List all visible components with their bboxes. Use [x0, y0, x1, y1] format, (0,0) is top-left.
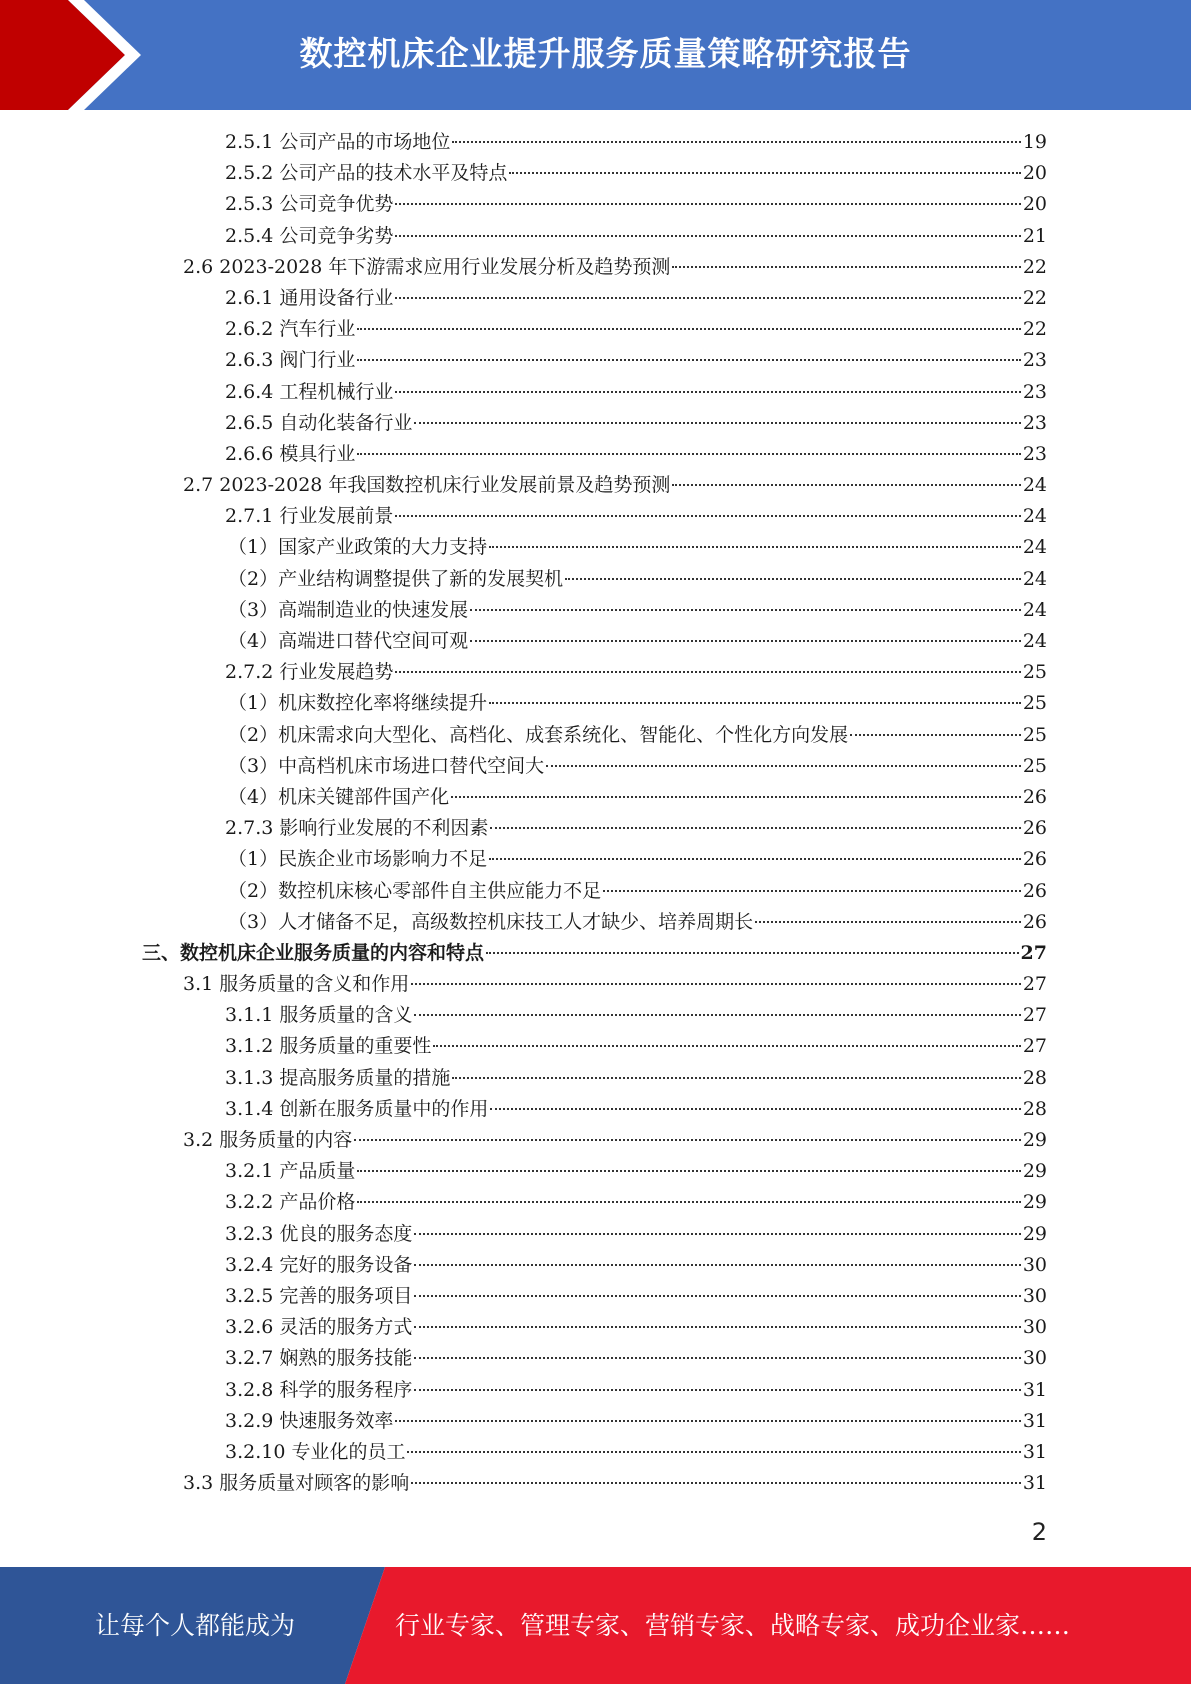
toc-dot-leader	[565, 577, 1021, 580]
toc-dot-leader	[414, 1325, 1020, 1328]
toc-entry-title: 3.2.6 灵活的服务方式	[225, 1316, 413, 1339]
toc-entry[interactable]	[0, 501, 1191, 532]
toc-entry[interactable]	[0, 470, 1191, 501]
toc-entry-title: 2.6.3 阀门行业	[225, 349, 356, 372]
toc-entry[interactable]	[0, 564, 1191, 595]
toc-entry-title: （3）人才储备不足，高级数控机床技工人才缺少、培养周期长	[228, 910, 754, 933]
toc-dot-leader	[603, 889, 1021, 892]
toc-dot-leader	[354, 1138, 1021, 1141]
toc-dot-leader	[509, 171, 1020, 174]
toc-entry-title: 3.2.9 快速服务效率	[225, 1409, 394, 1432]
toc-entry-page: 22	[1022, 318, 1047, 341]
toc-entry-title: 2.5.3 公司竞争优势	[225, 193, 394, 216]
toc-dot-leader	[489, 545, 1021, 548]
toc-dot-leader	[672, 265, 1020, 268]
toc-entry-title: 3.2 服务质量的内容	[183, 1129, 353, 1151]
toc-dot-leader	[357, 452, 1020, 455]
toc-entry-title: 2.7 2023-2028 年我国数控机床行业发展前景及趋势预测	[183, 474, 671, 497]
toc-entry-page: 24	[1022, 567, 1047, 590]
toc-entry-page: 27	[1022, 1004, 1047, 1027]
toc-entry-page: 24	[1022, 598, 1047, 621]
page-footer	[0, 1567, 1191, 1684]
toc-dot-leader	[414, 1388, 1020, 1391]
toc-entry[interactable]	[0, 1281, 1191, 1312]
toc-entry-title: 2.7.3 影响行业发展的不利因素	[225, 817, 489, 840]
toc-entry-page: 31	[1022, 1440, 1047, 1463]
report-title: 数控机床企业提升服务质量策略研究报告	[299, 34, 912, 73]
toc-entry-title: 3.2.2 产品价格	[225, 1191, 356, 1214]
toc-entry-title: 2.6.1 通用设备行业	[225, 286, 394, 309]
toc-entry-title: 3.2.3 优良的服务态度	[225, 1222, 413, 1245]
toc-dot-leader	[395, 390, 1020, 393]
toc-dot-leader	[357, 1169, 1020, 1172]
toc-entry-page: 27	[1022, 973, 1047, 996]
toc-entry-page: 27	[1020, 941, 1047, 964]
table-of-contents	[0, 127, 1191, 1499]
toc-entry-page: 27	[1022, 1035, 1047, 1058]
toc-entry-title: 2.6.5 自动化装备行业	[225, 411, 413, 434]
toc-entry[interactable]	[0, 221, 1191, 252]
toc-entry-page: 31	[1022, 1409, 1047, 1432]
toc-entry[interactable]	[0, 1312, 1191, 1343]
toc-entry[interactable]	[0, 782, 1191, 813]
toc-entry[interactable]	[0, 439, 1191, 470]
toc-entry-title: 2.6.4 工程机械行业	[225, 380, 394, 403]
toc-entry[interactable]	[0, 720, 1191, 751]
toc-entry-title: 3.1.3 提高服务质量的措施	[225, 1066, 451, 1089]
toc-entry-title: 3.1.1 服务质量的含义	[225, 1004, 413, 1027]
toc-entry-title: （2）数控机床核心零部件自主供应能力不足	[228, 879, 602, 902]
toc-dot-leader	[546, 764, 1021, 767]
toc-entry-title: （4）高端进口替代空间可观	[228, 630, 469, 652]
toc-entry[interactable]	[0, 688, 1191, 719]
toc-entry-page: 26	[1022, 910, 1047, 933]
toc-dot-leader	[451, 795, 1021, 798]
toc-entry-page: 25	[1022, 754, 1047, 777]
toc-entry-page: 26	[1022, 879, 1047, 902]
toc-entry[interactable]	[0, 1437, 1191, 1468]
toc-entry[interactable]	[0, 1125, 1191, 1156]
toc-dot-leader	[452, 140, 1020, 143]
toc-entry[interactable]	[0, 595, 1191, 626]
toc-entry-page: 26	[1022, 785, 1047, 808]
toc-entry-page: 28	[1022, 1097, 1047, 1120]
toc-dot-leader	[414, 1232, 1020, 1235]
toc-entry-page: 23	[1022, 411, 1047, 434]
toc-entry-title: 2.5.4 公司竞争劣势	[225, 224, 394, 247]
toc-dot-leader	[672, 483, 1020, 486]
toc-dot-leader	[470, 608, 1021, 611]
toc-entry[interactable]	[0, 1156, 1191, 1187]
footer-slogan-right: 行业专家、管理专家、营销专家、战略专家、成功企业家……	[395, 1611, 1071, 1640]
toc-entry[interactable]	[0, 1094, 1191, 1125]
toc-entry-page: 22	[1022, 255, 1047, 278]
toc-entry[interactable]	[0, 189, 1191, 220]
page-header	[0, 0, 1191, 110]
toc-dot-leader	[414, 1013, 1020, 1016]
toc-entry-title: （1）民族企业市场影响力不足	[228, 848, 488, 871]
toc-entry-title: 2.6.6 模具行业	[225, 442, 356, 465]
toc-entry[interactable]	[0, 127, 1191, 158]
toc-dot-leader	[414, 1263, 1020, 1266]
toc-entry[interactable]	[0, 408, 1191, 439]
toc-entry[interactable]	[0, 938, 1191, 969]
toc-dot-leader	[490, 1107, 1020, 1110]
toc-entry-title: （1）国家产业政策的大力支持	[228, 536, 488, 559]
toc-entry[interactable]	[0, 1031, 1191, 1062]
toc-entry[interactable]	[0, 1406, 1191, 1437]
toc-entry-title: （4）机床关键部件国产化	[228, 785, 450, 808]
toc-entry-page: 25	[1022, 661, 1047, 684]
toc-dot-leader	[850, 733, 1021, 736]
toc-entry-title: （2）产业结构调整提供了新的发展契机	[228, 567, 564, 590]
toc-entry-title: （3）中高档机床市场进口替代空间大	[228, 754, 545, 777]
toc-entry[interactable]	[0, 1375, 1191, 1406]
toc-entry-title: 3.1.2 服务质量的重要性	[225, 1035, 432, 1058]
toc-entry-title: 3.2.8 科学的服务程序	[225, 1378, 413, 1401]
toc-entry-page: 25	[1022, 692, 1047, 715]
toc-entry-page: 31	[1022, 1378, 1047, 1401]
toc-dot-leader	[489, 701, 1021, 704]
toc-entry-page: 24	[1022, 630, 1047, 652]
toc-entry-title: 3.1 服务质量的含义和作用	[183, 973, 410, 996]
toc-entry-title: 3.3 服务质量对顾客的影响	[183, 1472, 410, 1495]
toc-entry[interactable]	[0, 907, 1191, 938]
toc-entry-page: 23	[1022, 442, 1047, 465]
toc-entry-page: 20	[1022, 162, 1047, 185]
toc-entry-page: 28	[1022, 1066, 1047, 1089]
toc-entry-page: 25	[1022, 723, 1047, 746]
toc-entry-title: （2）机床需求向大型化、高档化、成套系统化、智能化、个性化方向发展	[228, 723, 849, 746]
toc-entry-title: 2.6 2023-2028 年下游需求应用行业发展分析及趋势预测	[183, 255, 671, 278]
toc-entry[interactable]	[0, 345, 1191, 376]
toc-entry[interactable]	[0, 844, 1191, 875]
toc-entry-page: 29	[1022, 1222, 1047, 1245]
toc-dot-leader	[395, 1419, 1020, 1422]
toc-dot-leader	[490, 826, 1020, 829]
toc-dot-leader	[395, 234, 1020, 237]
toc-entry-title: 3.2.5 完善的服务项目	[225, 1284, 413, 1307]
toc-entry[interactable]	[0, 314, 1191, 345]
toc-entry-title: 2.7.2 行业发展趋势	[225, 661, 394, 684]
toc-entry-title: 3.2.4 完好的服务设备	[225, 1253, 413, 1276]
toc-entry-title: （3）高端制造业的快速发展	[228, 598, 469, 621]
toc-dot-leader	[486, 951, 1019, 954]
toc-entry-page: 30	[1022, 1253, 1047, 1276]
toc-entry-title: 3.1.4 创新在服务质量中的作用	[225, 1097, 489, 1120]
toc-entry[interactable]	[0, 377, 1191, 408]
toc-dot-leader	[395, 514, 1020, 517]
toc-entry-title: 2.5.1 公司产品的市场地位	[225, 131, 451, 153]
toc-dot-leader	[414, 1294, 1020, 1297]
toc-entry[interactable]	[0, 1000, 1191, 1031]
toc-dot-leader	[414, 421, 1020, 424]
toc-dot-leader	[407, 1450, 1020, 1453]
toc-dot-leader	[395, 296, 1020, 299]
toc-entry-page: 26	[1022, 848, 1047, 871]
toc-entry[interactable]	[0, 969, 1191, 1000]
toc-entry[interactable]	[0, 158, 1191, 189]
page-number: 2	[1031, 1518, 1047, 1546]
toc-dot-leader	[452, 1076, 1020, 1079]
toc-entry[interactable]	[0, 283, 1191, 314]
toc-entry-title: （1）机床数控化率将继续提升	[228, 692, 488, 715]
toc-entry[interactable]	[0, 1219, 1191, 1250]
toc-dot-leader	[433, 1044, 1020, 1047]
toc-entry-title: 三、数控机床企业服务质量的内容和特点	[142, 941, 485, 964]
toc-entry-page: 30	[1022, 1284, 1047, 1307]
toc-dot-leader	[755, 920, 1021, 923]
toc-entry[interactable]	[0, 657, 1191, 688]
footer-slogan-left: 让每个人都能成为	[94, 1611, 295, 1640]
toc-entry[interactable]	[0, 1343, 1191, 1374]
toc-entry-page: 19	[1022, 131, 1047, 153]
toc-dot-leader	[357, 358, 1020, 361]
toc-entry-page: 31	[1022, 1472, 1047, 1495]
toc-dot-leader	[357, 327, 1020, 330]
toc-entry-page: 24	[1022, 505, 1047, 528]
toc-entry[interactable]	[0, 813, 1191, 844]
toc-entry-title: 2.5.2 公司产品的技术水平及特点	[225, 162, 508, 185]
toc-entry-page: 23	[1022, 349, 1047, 372]
toc-dot-leader	[489, 857, 1021, 860]
toc-entry-page: 21	[1022, 224, 1047, 247]
toc-entry-page: 23	[1022, 380, 1047, 403]
toc-entry-page: 30	[1022, 1316, 1047, 1339]
toc-entry[interactable]	[0, 252, 1191, 283]
toc-entry-title: 3.2.1 产品质量	[225, 1160, 356, 1183]
toc-entry[interactable]	[0, 626, 1191, 657]
toc-entry[interactable]	[0, 1468, 1191, 1499]
toc-entry[interactable]	[0, 751, 1191, 782]
toc-dot-leader	[411, 1481, 1021, 1484]
toc-entry[interactable]	[0, 876, 1191, 907]
toc-entry-page: 29	[1022, 1191, 1047, 1214]
toc-dot-leader	[395, 670, 1020, 673]
toc-entry-page: 22	[1022, 286, 1047, 309]
toc-entry-page: 29	[1022, 1129, 1047, 1151]
toc-entry[interactable]	[0, 1187, 1191, 1218]
toc-entry-page: 30	[1022, 1347, 1047, 1370]
toc-entry[interactable]	[0, 1063, 1191, 1094]
toc-dot-leader	[411, 982, 1021, 985]
toc-entry-title: 3.2.10 专业化的员工	[225, 1440, 406, 1463]
toc-entry-page: 20	[1022, 193, 1047, 216]
toc-entry-page: 24	[1022, 536, 1047, 559]
toc-entry-page: 24	[1022, 474, 1047, 497]
toc-dot-leader	[470, 639, 1021, 642]
toc-entry[interactable]	[0, 532, 1191, 563]
toc-entry[interactable]	[0, 1250, 1191, 1281]
toc-entry-page: 26	[1022, 817, 1047, 840]
toc-entry-page: 29	[1022, 1160, 1047, 1183]
toc-dot-leader	[414, 1356, 1020, 1359]
toc-entry-title: 2.6.2 汽车行业	[225, 318, 356, 341]
toc-dot-leader	[357, 1200, 1020, 1203]
toc-entry-title: 2.7.1 行业发展前景	[225, 505, 394, 528]
toc-dot-leader	[395, 202, 1020, 205]
toc-entry-title: 3.2.7 娴熟的服务技能	[225, 1347, 413, 1370]
